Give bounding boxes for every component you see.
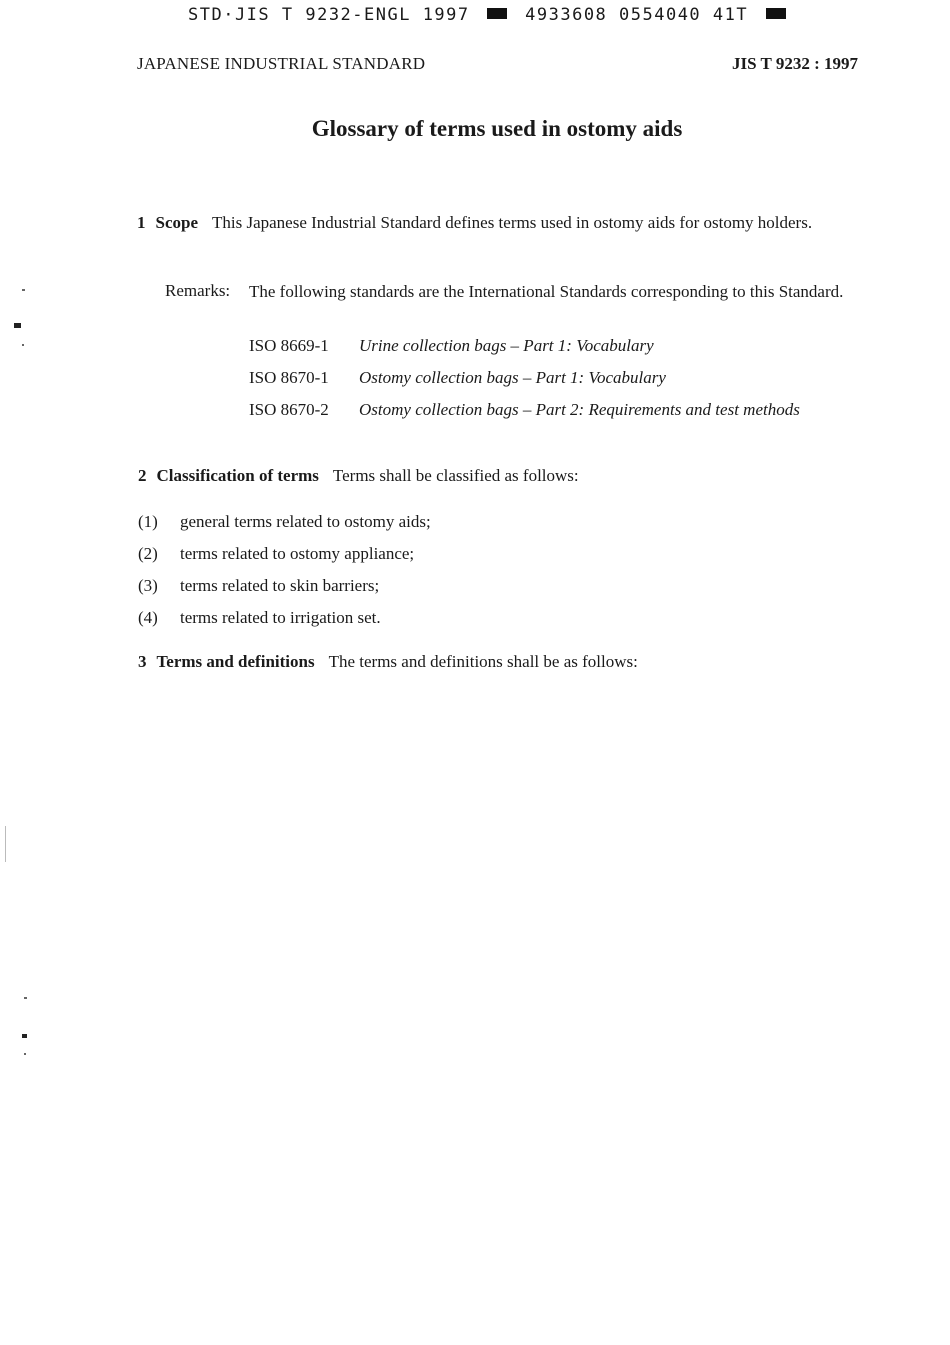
section-number: 2 <box>138 466 147 485</box>
iso-reference <box>249 335 859 357</box>
section-heading: Scope <box>155 213 198 232</box>
scan-speck <box>22 344 24 346</box>
iso-title: Urine collection bags – Part 1: Vocabulary <box>359 336 654 355</box>
section-number: 1 <box>137 213 146 232</box>
list-item <box>138 608 381 628</box>
list-item <box>138 544 414 564</box>
section-heading: Terms and definitions <box>156 652 315 671</box>
list-item-number: (2) <box>138 544 158 563</box>
section-1-scope <box>137 212 859 234</box>
scan-speck <box>24 1053 26 1055</box>
section-number: 3 <box>138 652 147 671</box>
scan-code-middle: 4933608 0554040 41T <box>525 5 749 25</box>
page-title: Glossary of terms used in ostomy aids <box>311 116 683 141</box>
list-item-text: terms related to ostomy appliance; <box>180 544 415 563</box>
list-item <box>138 512 431 532</box>
list-item-text: terms related to skin barriers; <box>180 576 380 595</box>
scan-code-left: STD·JIS T 9232-ENGL 1997 <box>188 5 470 25</box>
remarks-label: Remarks: <box>165 281 231 300</box>
scan-header-code <box>188 5 792 25</box>
scan-speck <box>14 323 21 328</box>
list-item-text: general terms related to ostomy aids; <box>180 512 431 531</box>
list-item-text: terms related to irrigation set. <box>180 608 381 627</box>
iso-code: ISO 8669-1 <box>249 336 329 355</box>
iso-reference <box>249 367 859 389</box>
iso-code: ISO 8670-2 <box>249 400 329 419</box>
scan-speck <box>5 826 6 862</box>
iso-title: Ostomy collection bags – Part 2: Requirements and test methods <box>359 400 800 419</box>
list-item-number: (4) <box>138 608 158 627</box>
black-block-mark <box>487 8 507 19</box>
scan-speck <box>22 1034 27 1038</box>
scan-speck <box>22 289 25 291</box>
list-item <box>138 576 379 596</box>
scan-speck <box>24 997 27 999</box>
list-item-number: (1) <box>138 512 158 531</box>
black-block-mark <box>766 8 786 19</box>
section-2-classification <box>138 466 579 486</box>
header-standard-number: JIS T 9232 : 1997 <box>732 54 858 73</box>
section-text: Terms shall be classified as follows: <box>332 466 579 485</box>
list-item-number: (3) <box>138 576 158 595</box>
section-text: The terms and definitions shall be as follows: <box>328 652 638 671</box>
section-text: This Japanese Industrial Standard defines terms used in ostomy aids for ostomy holders. <box>212 213 813 232</box>
section-3-terms <box>138 652 638 672</box>
iso-reference <box>249 399 859 421</box>
iso-code: ISO 8670-1 <box>249 368 329 387</box>
section-heading: Classification of terms <box>156 466 319 485</box>
header-standard-name: JAPANESE INDUSTRIAL STANDARD <box>137 54 426 73</box>
remarks-text: The following standards are the International Standards corresponding to this Standard. <box>249 282 844 301</box>
iso-title: Ostomy collection bags – Part 1: Vocabulary <box>359 368 666 387</box>
